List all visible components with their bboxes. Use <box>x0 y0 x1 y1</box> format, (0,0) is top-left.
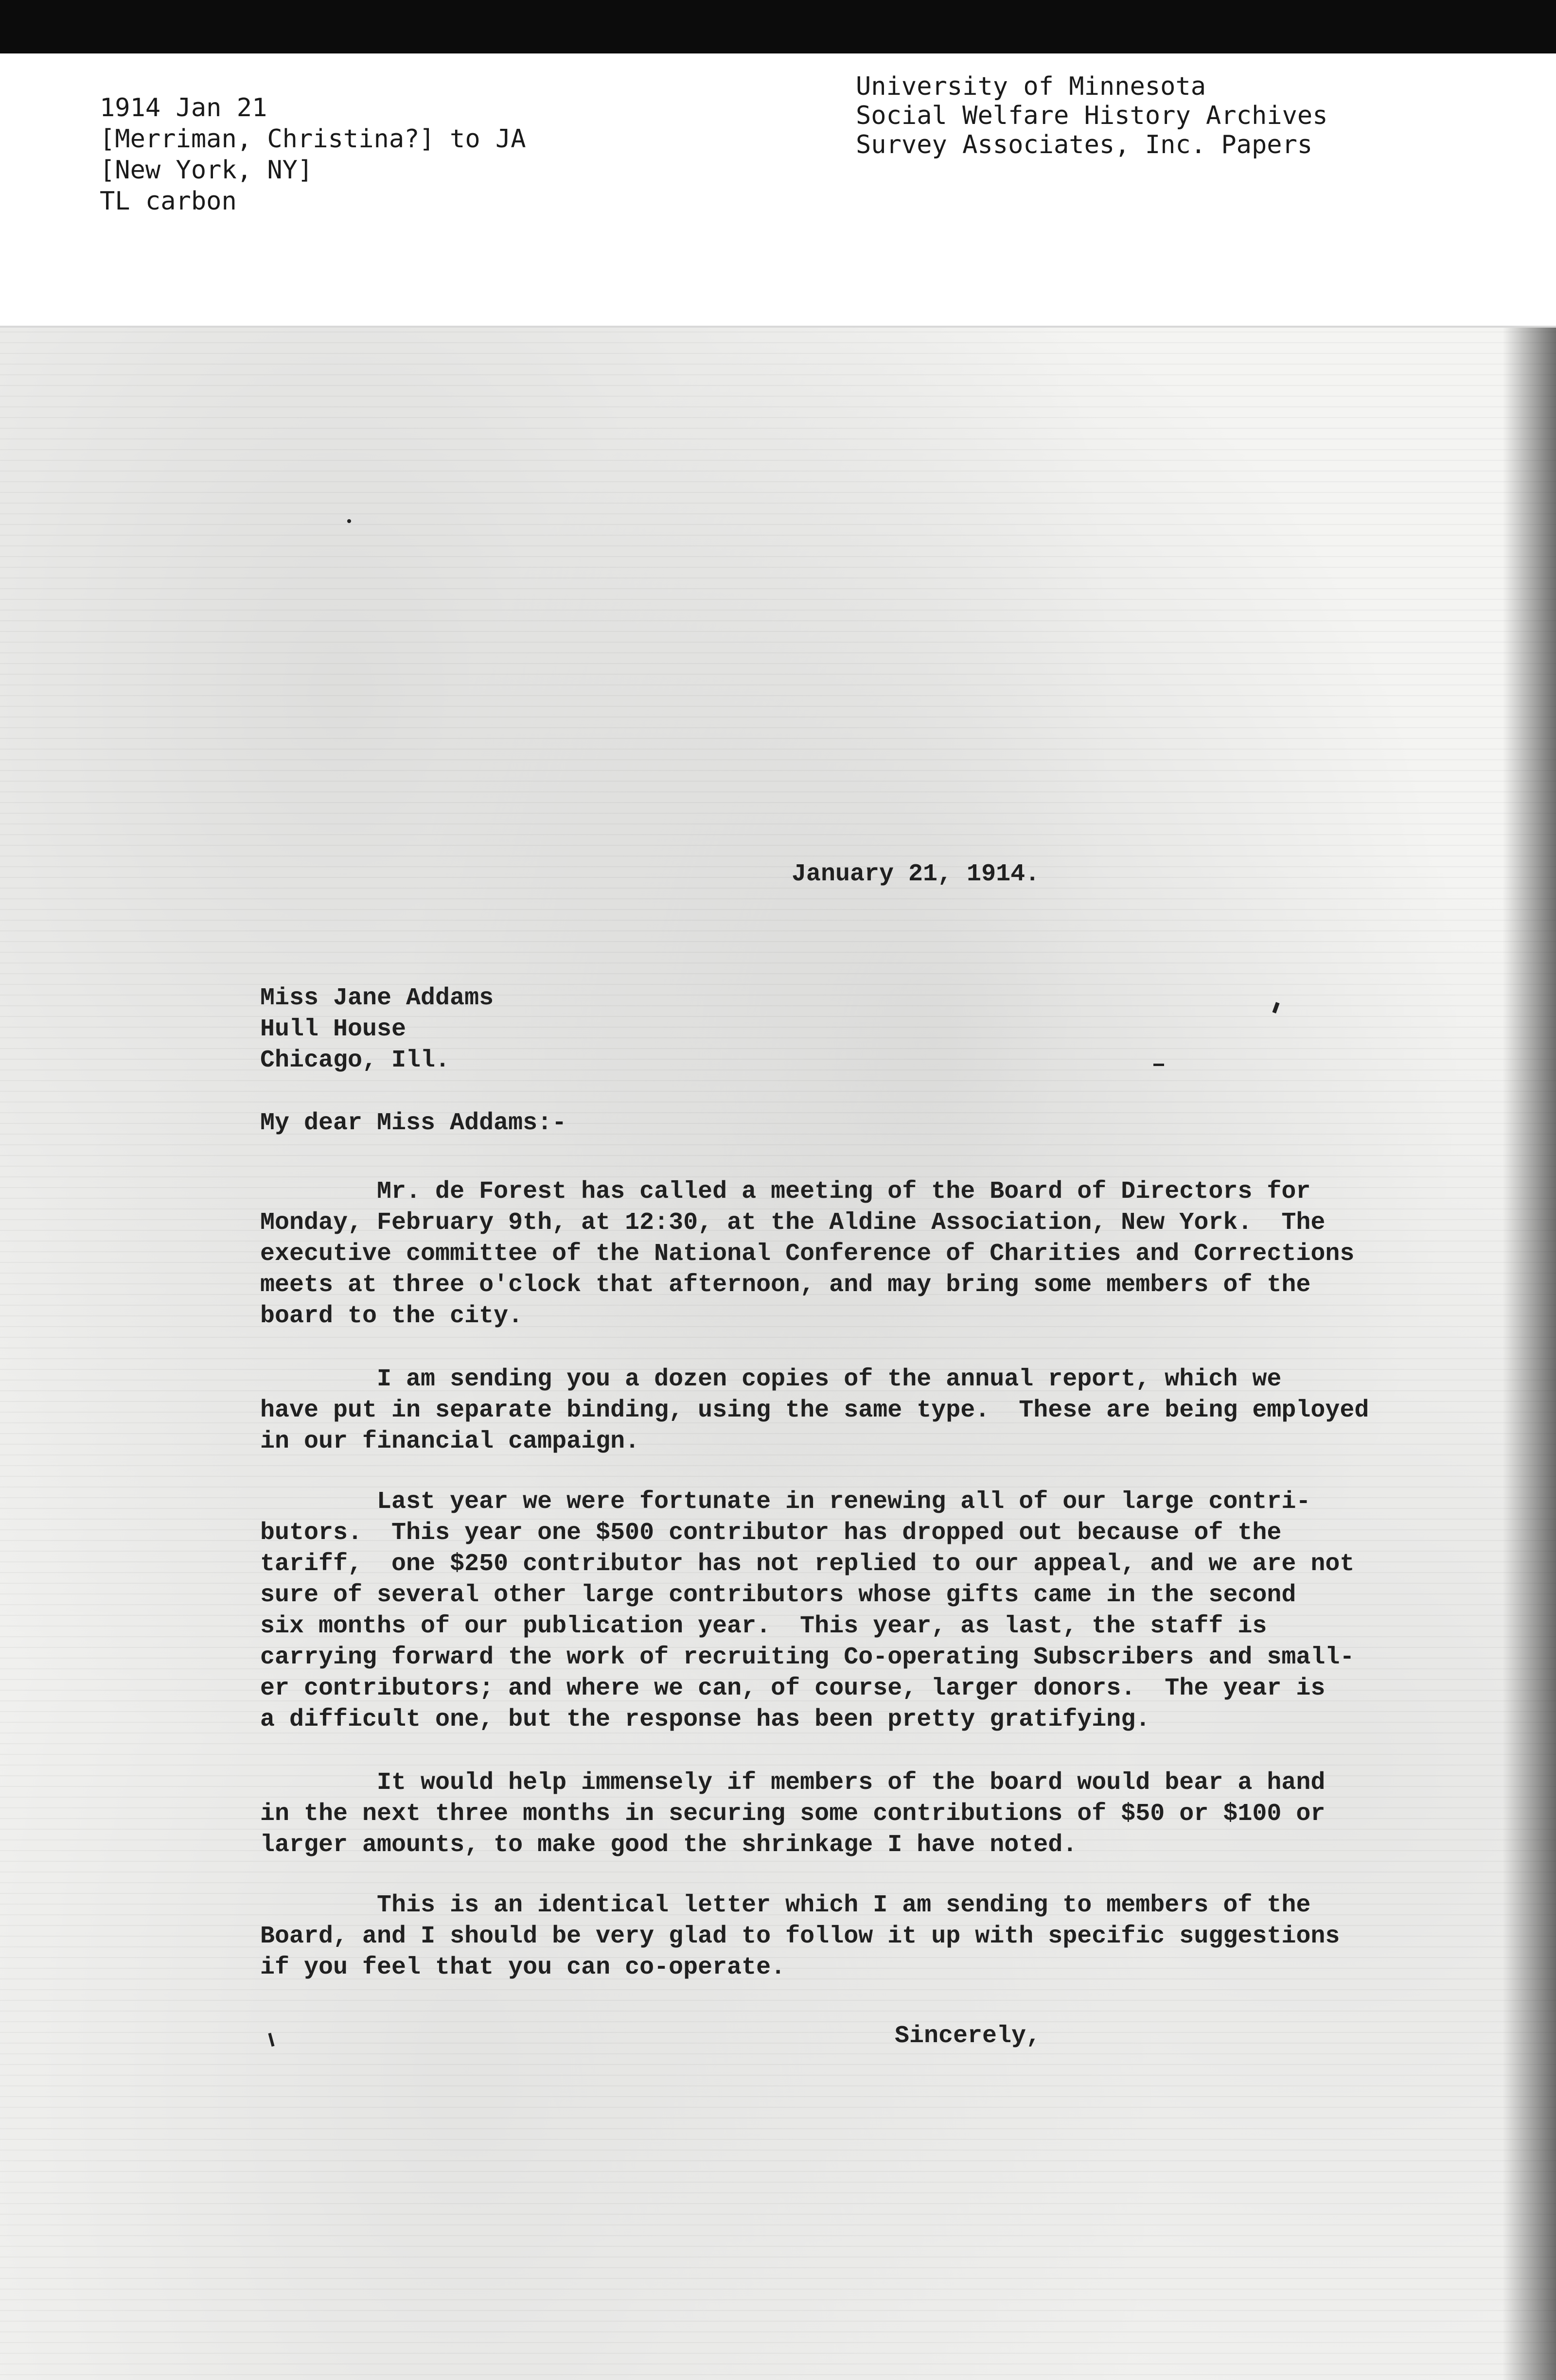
ink-speck <box>347 519 351 523</box>
paragraph-line: board to the city. <box>260 1302 523 1330</box>
paragraph-line: butors. This year one $500 contributor has dropped out because of the <box>260 1519 1282 1547</box>
paragraph-line: have put in separate binding, using the same type. These are being employed <box>260 1397 1369 1424</box>
recipient-house: Hull House <box>260 1015 407 1043</box>
paragraph-line: This is an identical letter which I am sending to members of the <box>260 1891 1311 1919</box>
recipient-city: Chicago, Ill. <box>260 1047 450 1074</box>
paragraph-meeting <box>260 1176 1388 1332</box>
paragraph-line: carrying forward the work of recruiting Co-operating Subscribers and small- <box>260 1644 1355 1671</box>
paragraph-line: Monday, February 9th, at 12:30, at the Aldine Association, New York. The <box>260 1209 1326 1237</box>
archive-papers: Survey Associates, Inc. Papers <box>856 130 1313 159</box>
archive-collection: Social Welfare History Archives <box>856 101 1328 130</box>
paragraph-annual-report <box>260 1364 1388 1457</box>
paragraph-line: er contributors; and where we can, of course, larger donors. The year is <box>260 1675 1326 1702</box>
paragraph-line: Board, and I should be very glad to follow it up with specific suggestions <box>260 1923 1340 1950</box>
ink-speck <box>1153 1064 1164 1066</box>
paragraph-line: Last year we were fortunate in renewing all of our large contri- <box>260 1488 1311 1516</box>
paragraph-line: if you feel that you can co-operate. <box>260 1954 786 1981</box>
paragraph-line: I am sending you a dozen copies of the annual report, which we <box>260 1365 1282 1393</box>
paragraph-line: larger amounts, to make good the shrinkage I have noted. <box>260 1831 1078 1859</box>
paragraph-line: meets at three o'clock that afternoon, and may bring some members of the <box>260 1271 1311 1299</box>
paragraph-contributors <box>260 1487 1388 1735</box>
salutation: My dear Miss Addams:- <box>260 1109 567 1137</box>
catalog-place: [New York, NY] <box>100 156 313 185</box>
paragraph-line: in our financial campaign. <box>260 1428 640 1455</box>
paragraph-line: in the next three months in securing some contributions of $50 or $100 or <box>260 1800 1326 1828</box>
closing: Sincerely, <box>895 2022 1041 2050</box>
paragraph-line: sure of several other large contributors whose gifts came in the second <box>260 1581 1296 1609</box>
paragraph-line: tariff, one $250 contributor has not replied to our appeal, and we are not <box>260 1550 1355 1578</box>
archive-institution: University of Minnesota <box>856 72 1206 101</box>
catalog-correspondents: [Merriman, Christina?] to JA <box>100 124 526 154</box>
catalog-date: 1914 Jan 21 <box>100 93 267 122</box>
paragraph-line: Mr. de Forest has called a meeting of the Board of Directors for <box>260 1178 1311 1206</box>
paragraph-line: executive committee of the National Conference of Charities and Corrections <box>260 1240 1355 1268</box>
letter-date: January 21, 1914. <box>792 860 1040 888</box>
paragraph-identical-letter <box>260 1890 1388 1983</box>
paragraph-board-help <box>260 1768 1388 1861</box>
paragraph-line: six months of our publication year. This year, as last, the staff is <box>260 1612 1267 1640</box>
paragraph-line: a difficult one, but the response has been pretty gratifying. <box>260 1706 1150 1733</box>
recipient-name: Miss Jane Addams <box>260 984 494 1012</box>
recipient-address <box>260 983 494 1076</box>
paragraph-line: It would help immensely if members of the board would bear a hand <box>260 1769 1326 1797</box>
catalog-format: TL carbon <box>100 187 237 216</box>
